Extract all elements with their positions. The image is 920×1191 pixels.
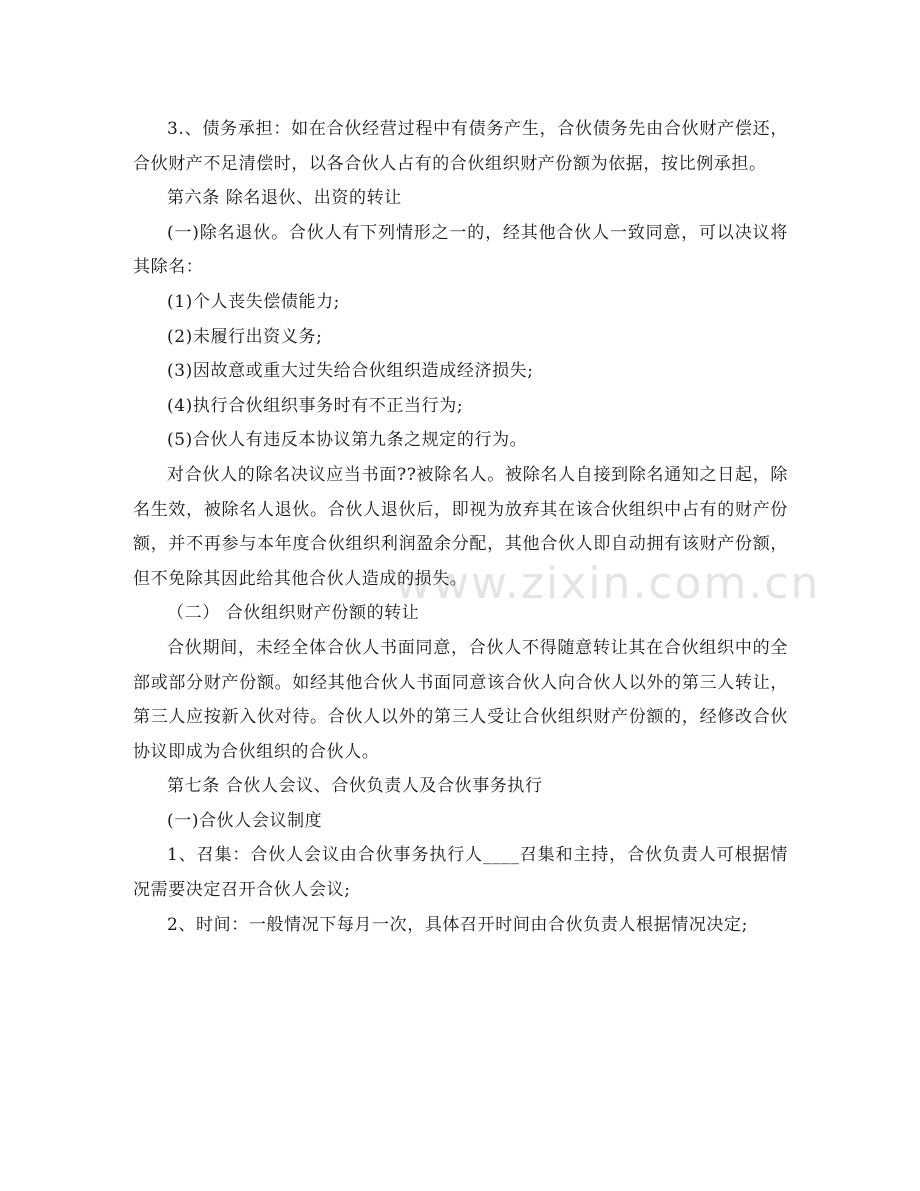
section-one-heading: (一)合伙人会议制度 bbox=[167, 810, 323, 831]
paragraph-expulsion: (一)除名退伙。合伙人有下列情形之一的，经其他合伙人一致同意，可以决议将其除名： bbox=[133, 222, 788, 278]
section-two-heading: （二） 合伙组织财产份额的转让 bbox=[167, 603, 420, 624]
list-item-1: (1)个人丧失偿债能力; bbox=[167, 291, 341, 312]
watermark: www.zixin.com.cn bbox=[395, 558, 821, 609]
list-item-2: (2)未履行出资义务; bbox=[167, 326, 323, 347]
paragraph-meeting-time: 2、时间：一般情况下每月一次，具体召开时间由合伙负责人根据情况决定; bbox=[167, 914, 748, 935]
list-item-3: (3)因故意或重大过失给合伙组织造成经济损失; bbox=[167, 361, 534, 382]
paragraph-debt-bearing: 3.、债务承担：如在合伙经营过程中有债务产生，合伙债务先由合伙财产偿还，合伙财产不足清偿时，以各合伙人占有的合伙组织财产份额为依据，按比例承担。 bbox=[133, 119, 788, 174]
paragraph-convening: 1、召集：合伙人会议由合伙事务执行人____召集和主持，合伙负责人可根据情况需要决定召开合伙人会议; bbox=[133, 845, 788, 901]
paragraph-share-transfer: 合伙期间，未经全体合伙人书面同意，合伙人不得随意转让其在合伙组织中的全部或部分财产份额。如经其他合伙人书面同意该合伙人向合伙人以外的第三人转让，第三人应按新入伙对待。合伙人以外的第三人受让合伙组织财产份额的，经修改合伙协议即成为合伙组织的合伙人。 bbox=[133, 637, 788, 762]
list-item-4: (4)执行合伙组织事务时有不正当行为; bbox=[167, 395, 464, 416]
list-item-5: (5)合伙人有违反本协议第九条之规定的行为。 bbox=[167, 430, 528, 451]
article-six-heading: 第六条 除名退伙、出资的转让 bbox=[167, 188, 402, 209]
article-seven-heading: 第七条 合伙人会议、合伙负责人及合伙事务执行 bbox=[167, 776, 543, 797]
document-body bbox=[133, 112, 788, 942]
paragraph-expulsion-resolution: 对合伙人的除名决议应当书面??被除名人。被除名人自接到除名通知之日起，除名生效，被除名人退伙。合伙人退伙后，即视为放弃其在该合伙组织中占有的财产份额，并不再参与本年度合伙组织利润盈余分配，其他合伙人即自动拥有该财产份额，但不免除其因此给其他合伙人造成的损失。 bbox=[133, 464, 788, 589]
